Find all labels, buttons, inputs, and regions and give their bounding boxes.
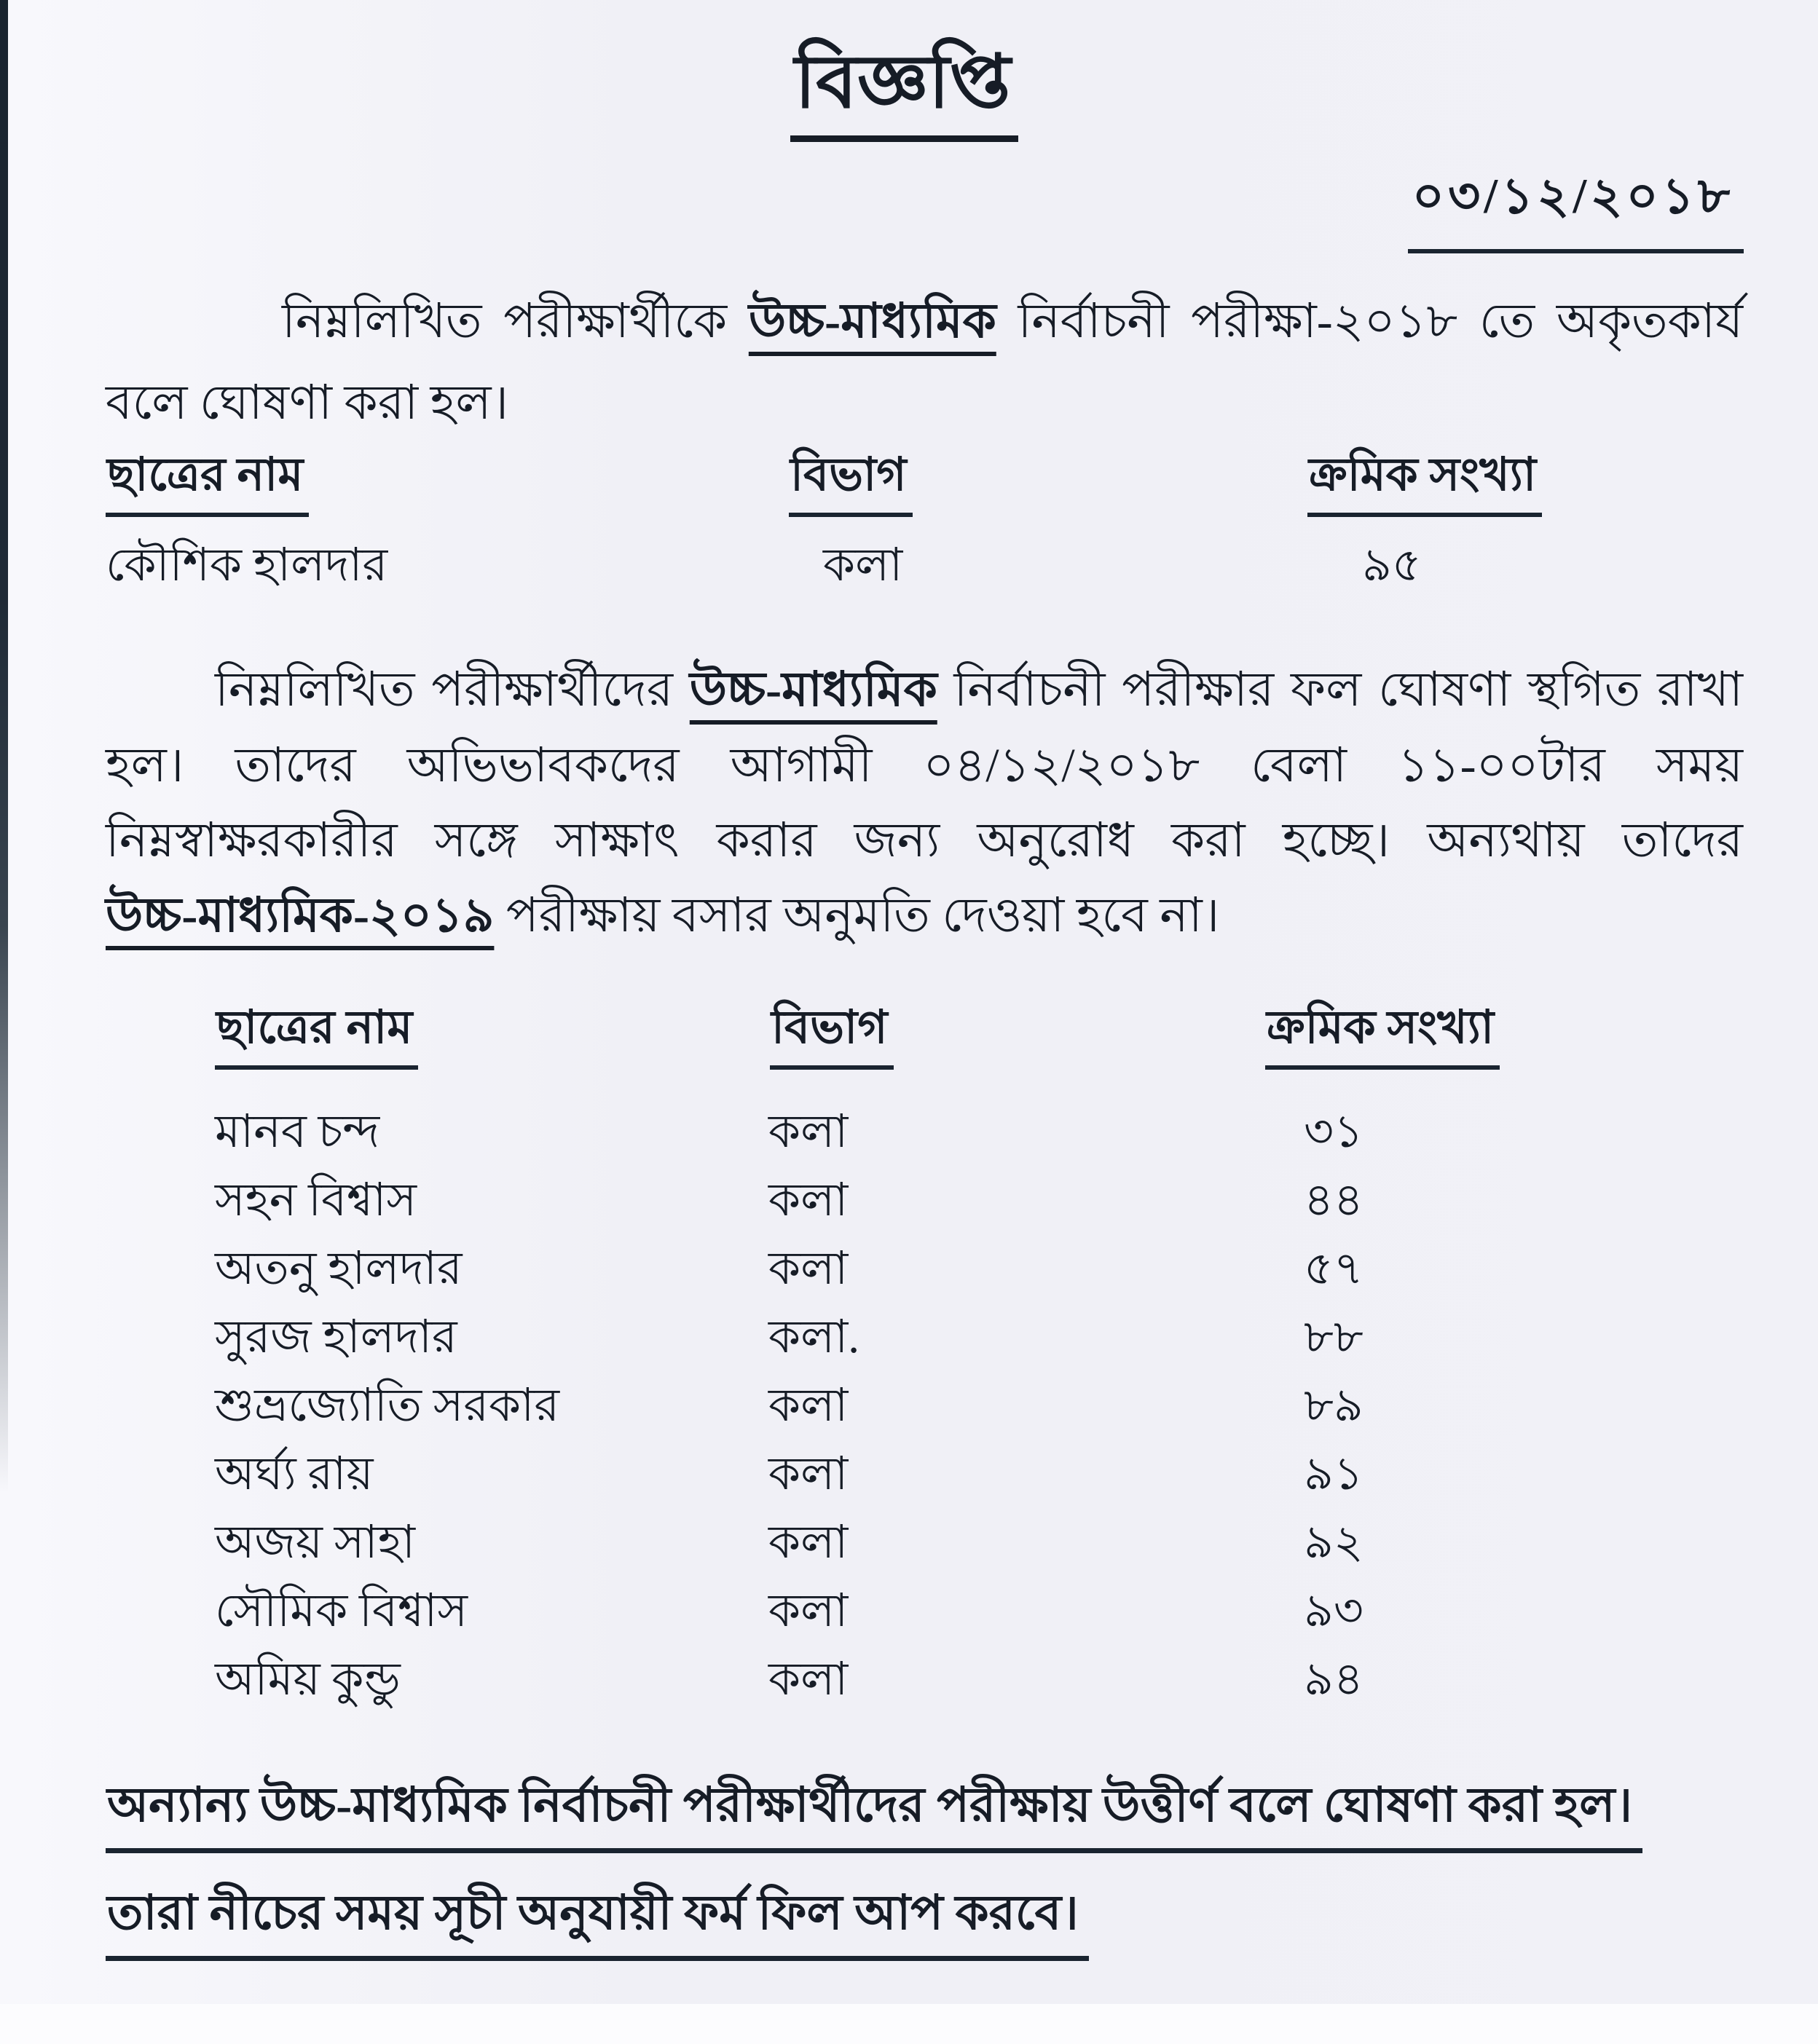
footer-line2: তারা নীচের সময় সূচী অনুযায়ী ফর্ম ফিল আপ করবে। [106,1886,1089,1961]
scan-edge-shadow [0,0,8,1493]
student-name: অতনু হালদার [215,1243,463,1294]
student-name: সুরজ হালদার [215,1311,457,1362]
table2-header-serial: ক্রমিক সংখ্যা [1265,1001,1500,1070]
para2-line1-pre-text: নিম্নলিখিত পরীক্ষার্থীদের [215,663,674,717]
student-dept: কলা [768,1585,849,1636]
student-dept: কলা [768,1517,849,1568]
student-name: শুভ্রজ্যোতি সরকার [215,1380,560,1431]
table-row [215,1379,1744,1449]
student-dept: কলা [768,1448,849,1499]
student-serial: ৫৭ [1304,1243,1364,1294]
para2-line4-emphasis-text: উচ্চ-মাধ্যমিক-২০১৯ [106,889,495,942]
student-dept: কলা [768,1243,849,1294]
table-row [215,1311,1744,1381]
para2-line1-emphasis-text: উচ্চ-মাধ্যমিক [689,663,937,717]
table-row [106,539,1708,609]
student-serial: ৯৫ [1362,540,1422,591]
student-name: সহন বিশ্বাস [215,1175,417,1226]
table2-header-row [215,1001,1744,1071]
table1-header-row [106,449,1708,518]
student-serial: ৩১ [1304,1106,1364,1157]
para1-line1 [106,294,1743,350]
student-name: অমিয় কুন্ডু [215,1654,401,1705]
student-serial: ৯৪ [1304,1654,1364,1705]
para1-emphasis-text: উচ্চ-মাধ্যমিক [748,295,996,348]
table-row [215,1516,1744,1586]
table-row [215,1242,1744,1312]
para2-line1 [106,663,1743,718]
student-dept: কলা [768,1175,849,1226]
student-serial: ৯৩ [1304,1585,1364,1636]
student-dept: কলা [768,1654,849,1705]
table1-header-dept: বিভাগ [789,449,913,517]
student-dept: কলা. [768,1311,860,1362]
para1-line2: বলে ঘোষণা করা হল। [106,376,509,430]
para1-pre-text: নিম্নলিখিত পরীক্ষার্থীকে [282,295,728,348]
student-name: অজয় সাহা [215,1517,416,1568]
scan-bottom-strip [0,2004,1818,2044]
para1-post-text: নির্বাচনী পরীক্ষা-২০১৮ তে অকৃতকার্য [1018,295,1744,348]
table2-header-name: ছাত্রের নাম [215,1001,418,1070]
student-dept: কলা [823,540,903,591]
student-serial: ৮৯ [1304,1380,1364,1431]
para2-line1-post-text: নির্বাচনী পরীক্ষার ফল ঘোষণা স্থগিত রাখা [953,663,1743,717]
notice-date: ০৩/১২/২০১৮ [1408,157,1744,253]
student-serial: ৯২ [1304,1517,1364,1568]
student-serial: ৪৪ [1304,1175,1364,1226]
table1-header-name: ছাত্রের নাম [106,449,309,517]
table-row [215,1105,1744,1175]
notice-title: বিজ্ঞপ্তি [790,36,1018,142]
student-dept: কলা [768,1106,849,1157]
student-serial: ৯১ [1304,1448,1364,1499]
student-dept: কলা [768,1380,849,1431]
table-row [215,1653,1744,1723]
table-row [215,1174,1744,1244]
student-name: অর্ঘ্য রায় [215,1448,374,1499]
para2-line4 [106,888,1743,944]
student-name: মানব চন্দ [215,1106,380,1157]
student-name: সৌমিক বিশ্বাস [215,1585,468,1636]
student-name: কৌশিক হালদার [106,540,388,591]
student-serial: ৮৮ [1304,1311,1364,1362]
table2-header-dept: বিভাগ [770,1001,894,1070]
table-row [215,1448,1744,1518]
table-row [215,1585,1744,1654]
para2-line3: নিম্নস্বাক্ষরকারীর সঙ্গে সাক্ষাৎ করার জন্য অনুরোধ করা হচ্ছে। অন্যথায় তাদের [106,814,1743,867]
para2-line4-post-text: পরীক্ষায় বসার অনুমতি দেওয়া হবে না। [505,889,1220,942]
table1-header-serial: ক্রমিক সংখ্যা [1307,449,1542,517]
para2-line2: হল। তাদের অভিভাবকদের আগামী ০৪/১২/২০১৮ বেলা ১১-০০টার সময় [106,739,1743,792]
footer-line1: অন্যান্য উচ্চ-মাধ্যমিক নির্বাচনী পরীক্ষার্থীদের পরীক্ষায় উত্তীর্ণ বলে ঘোষণা করা হল। [106,1778,1642,1853]
